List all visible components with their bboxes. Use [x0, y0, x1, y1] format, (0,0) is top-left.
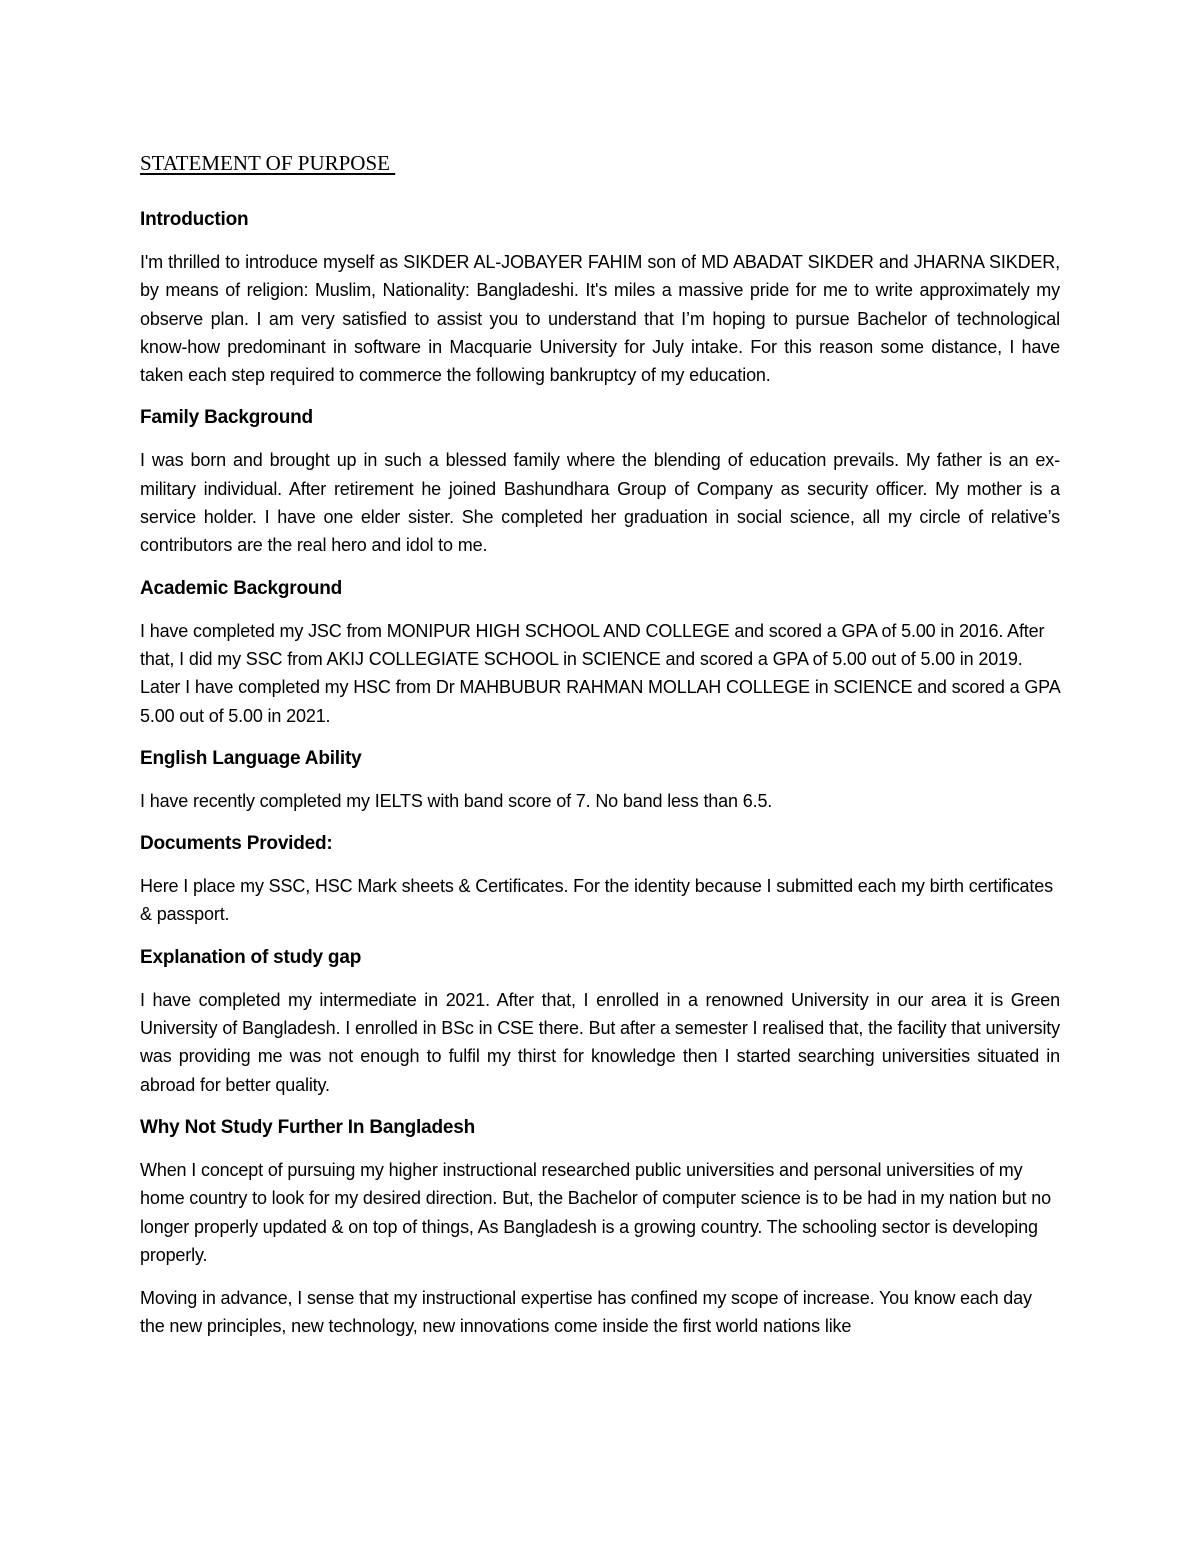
heading-introduction: Introduction — [140, 209, 249, 230]
paragraph-documents-provided: Here I place my SSC, HSC Mark sheets & Certificates. For the identity because I submitted each my birth certificates & passport. — [140, 876, 1053, 925]
heading-study-gap: Explanation of study gap — [140, 946, 362, 968]
paragraph-why-not-bangladesh: When I concept of pursuing my higher instructional researched public universities and personal universities of my home country to look for my desired direction. But, the Bachelor of computer science is to be had in my nation but no longer properly updated & on top of things, As Bangladesh is a growing country. The schooling sector is developing properly. — [140, 1159, 1051, 1265]
paragraph-introduction: I'm thrilled to introduce myself as SIKDER AL-JOBAYER FAHIM son of MD ABADAT SIKDER and JHARNA SIKDER, by means of religion: Muslim, Nationality: Bangladeshi. It's miles a massive pride for me to write approximately my observe plan. I am very satisfied to assist you to understand that I’m hoping to pursue Bachelor of technological know-how predominant in software in Macquarie University for July intake. For this reason some distance, I have taken each step required to commerce the following bankruptcy of my education. — [140, 252, 1060, 386]
heading-english-language-ability: English Language Ability — [140, 747, 362, 769]
heading-family-background: Family Background — [140, 407, 313, 429]
paragraph-study-gap: I have completed my intermediate in 2021. After that, I enrolled in a renowned University in our area it is Green University of Bangladesh. I enrolled in BSc in CSE there. But after a semester I realised that, the facility that university was providing me was not enough to fulfil my thirst for knowledge then I started searching universities situated in abroad for better quality. — [140, 989, 1060, 1095]
paragraph-moving-in-advance: Moving in advance, I sense that my instructional expertise has confined my scope of increase. You know each day the new principles, new technology, new innovations come inside the first world nations like — [140, 1288, 1032, 1337]
heading-documents-provided: Documents Provided: — [140, 833, 333, 855]
heading-academic-background: Academic Background — [140, 577, 343, 599]
paragraph-english-language-ability: I have recently completed my IELTS with band score of 7. No band less than 6.5. — [140, 790, 773, 811]
heading-why-not-bangladesh: Why Not Study Further In Bangladesh — [140, 1116, 476, 1138]
paragraph-family-background: I was born and brought up in such a blessed family where the blending of education prevails. My father is an ex-military individual. After retirement he joined Bashundhara Group of Company as security officer. My mother is a service holder. I have one elder sister. She completed her graduation in social science, all my circle of relative’s contributors are the real hero and idol to me. — [140, 450, 1060, 556]
document-page — [140, 146, 1060, 1356]
paragraph-academic-background: I have completed my JSC from MONIPUR HIGH SCHOOL AND COLLEGE and scored a GPA of 5.00 in 2016. After that, I did my SSC from AKIJ COLLEGIATE SCHOOL in SCIENCE and scored a GPA of 5.00 out of 5.00 in 2019. Later I have completed my HSC from Dr MAHBUBUR RAHMAN MOLLAH COLLEGE in SCIENCE and scored a GPA 5.00 out of 5.00 in 2021. — [140, 620, 1060, 726]
document-title: STATEMENT OF PURPOSE — [140, 151, 396, 175]
